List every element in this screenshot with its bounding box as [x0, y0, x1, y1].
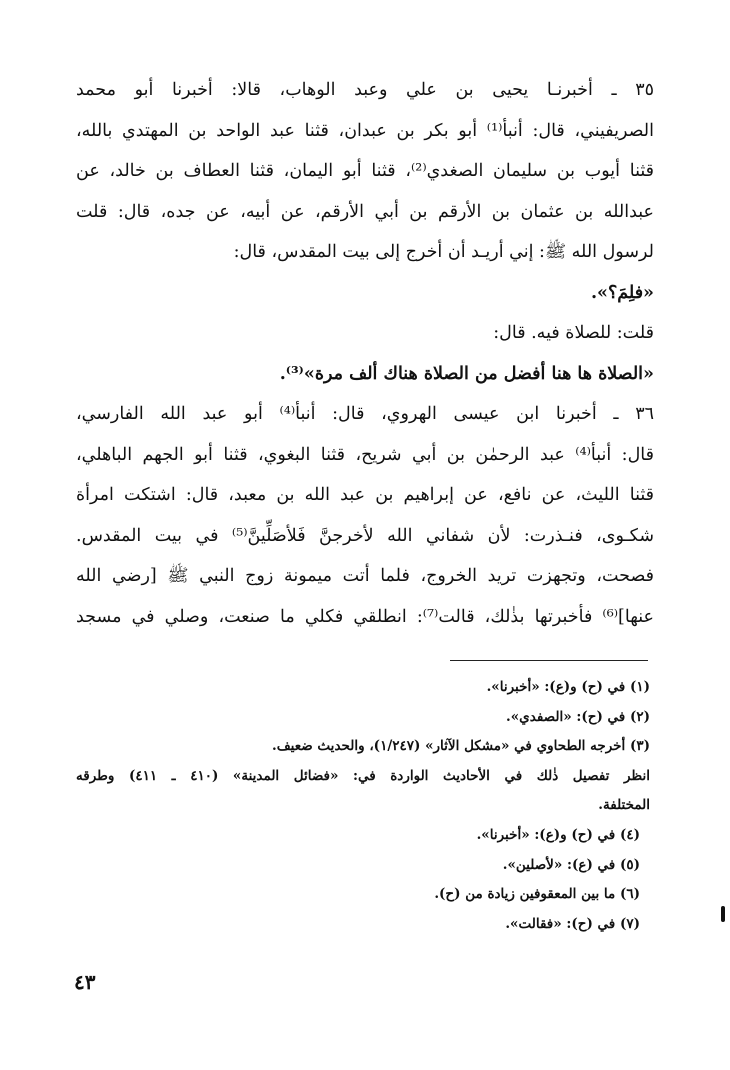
footnote: انظر تفصيل ذٰلك في الأحاديث الواردة في: «فضائل المدينة» (٤١٠ ـ ٤١١) وطرقه [76, 767, 650, 784]
scan-mark [721, 906, 725, 922]
footnote: المختلفة. [598, 797, 650, 814]
footnote: (٥) في (ع): «لأصلين». [502, 856, 640, 873]
footnotes [76, 673, 650, 939]
text-line: عبدالله بن عثمان بن الأرقم بن أبي الأرقم، عن أبيه، عن جده، قال: قلت [76, 201, 654, 222]
footnote: (٣) أخرجه الطحاوي في «مشكل الآثار» (١/٢٤٧)، والحديث ضعيف. [272, 738, 650, 755]
text-line: قلت: للصلاة فيه. قال: [493, 323, 654, 343]
text-line: قال: أنبأ⁽⁴⁾ عبد الرحمٰن بن أبي شريح، قثنا البغوي، قثنا أبو الجهم الباهلي، [76, 444, 654, 465]
text-line: فصحت، وتجهزت تريد الخروج، فلما أتت ميمونة زوج النبي ﷺ [رضي الله [76, 566, 654, 586]
footnote: (٢) في (ح): «الصفدي». [506, 708, 650, 725]
page-number: ٤٣ [74, 970, 96, 994]
text-line: لرسول الله ﷺ: إني أريـد أن أخرج إلى بيت المقدس، قال: [233, 242, 654, 262]
text-line: ٣٦ ـ أخبرنا ابن عيسى الهروي، قال: أنبأ⁽⁴⁾ أبو عبد الله الفارسي، [76, 404, 655, 424]
hadith-quote: «الصلاة ها هنا أفضل من الصلاة هناك ألف مرة»⁽³⁾. [279, 363, 654, 384]
hadith-quote: «فلِمَ؟». [590, 282, 654, 303]
footnote: (٤) في (ح) و(ع): «أخبرنا». [476, 826, 640, 843]
text-line: قثنا الليث، عن نافع، عن إبراهيم بن عبد الله بن معبد، قال: اشتكت امرأة [76, 485, 654, 505]
footnote: (٧) في (ح): «فقالت». [505, 915, 640, 932]
main-text [76, 70, 654, 637]
text-line: قثنا أيوب بن سليمان الصغدي⁽²⁾، قثنا أبو اليمان، قثنا العطاف بن خالد، عن [76, 161, 654, 181]
text-line: ٣٥ ـ أخبرنـا يحيى بن علي وعبد الوهاب، قالا: أخبرنا أبو محمد [76, 80, 654, 100]
text-line: شكـوى، فنـذرت: لأن شفاني الله لأخرجنَّ فَلأصَلِّينَّ⁽⁵⁾ في بيت المقدس. [76, 525, 654, 546]
text-line: الصريفيني، قال: أنبأ⁽¹⁾ أبو بكر بن عبدان، قثنا عبد الواحد بن المهتدي بالله، [76, 120, 655, 141]
footnote-separator [450, 660, 648, 661]
footnote: (٦) ما بين المعقوفين زيادة من (ح). [434, 886, 640, 903]
footnote: (١) في (ح) و(ع): «أخبرنا». [486, 679, 650, 695]
text-line: عنها]⁽⁶⁾ فأخبرتها بذٰلك، قالت⁽⁷⁾: انطلقي فكلي ما صنعت، وصلي في مسجد [76, 606, 654, 627]
